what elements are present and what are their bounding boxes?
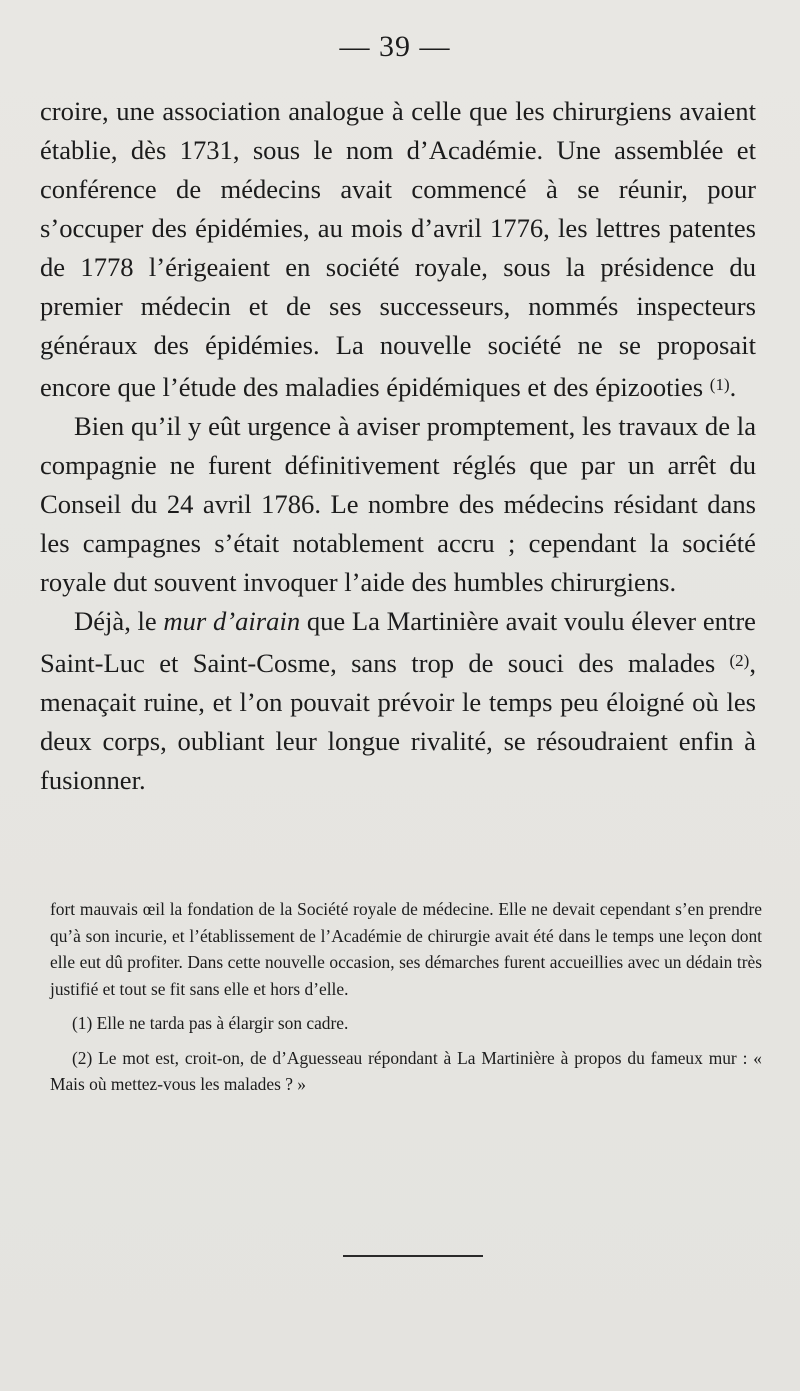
main-text [40,92,756,800]
paragraph-3-middle: que La Martinière avait voulu élever entre Saint-Luc et Saint-Cosme, sans trop de souci des malades [40,606,756,678]
footnote-2: (2) Le mot est, croit-on, de d’Aguesseau répondant à La Martinière à propos du fameux mur : « Mais où mettez-vous les malades ? » [50,1047,762,1094]
paragraph-3 [40,602,756,800]
page-number: — 39 — [339,30,451,63]
paragraph-2: Bien qu’il y eût urgence à aviser promptement, les travaux de la compagnie ne furent définitivement réglés que par un arrêt du Conseil du 24 avril 1786. Le nombre des médecins résidant dans les campagnes s’était notablement accru ; cependant la société royale dut souvent invoquer l’aide des humbles chirurgiens. [40,411,756,597]
paragraph-1-end: . [729,372,737,402]
end-rule [343,1255,483,1257]
footnote-1: (1) Elle ne tarda pas à élargir son cadre. [72,1013,349,1033]
paragraph-3-end: , menaçait ruine, et l’on pouvait prévoir le temps peu éloigné où les deux corps, oubliant leur longue rivalité, se résoudraient enfin à fusionner. [40,648,756,795]
footnote-ref-2: (2) [729,651,750,670]
paragraph-3-start: Déjà, le [74,606,157,636]
footnotes [50,896,762,1098]
italic-phrase: mur d’airain [163,606,301,636]
footnote-ref-1: (1) [709,375,730,394]
paragraph-1-text: croire, une association analogue à celle que les chirurgiens avaient établie, dès 1731, sous le nom d’Académie. Une assemblée et conférence de médecins avait commencé à se réunir, pour s’occuper des épidémies, au mois d’avril 1776, les lettres patentes de 1778 l’érigeaient en société royale, sous la présidence du premier médecin et de ses successeurs, nommés inspecteurs généraux des épidémies. La nouvelle société ne se proposait encore que l’étude des maladies épidémiques et des épizooties [40,96,756,402]
footnote-continuation: fort mauvais œil la fondation de la Société royale de médecine. Elle ne devait cependant s’en prendre qu’à son incurie, et l’établissement de l’Académie de chirurgie avait été dans le temps une leçon dont elle eut dû profiter. Dans cette nouvelle occasion, ses démarches furent accueillies avec un dédain très justifié et tout se fit sans elle et hors d’elle. [50,899,762,999]
paragraph-1 [40,92,756,407]
